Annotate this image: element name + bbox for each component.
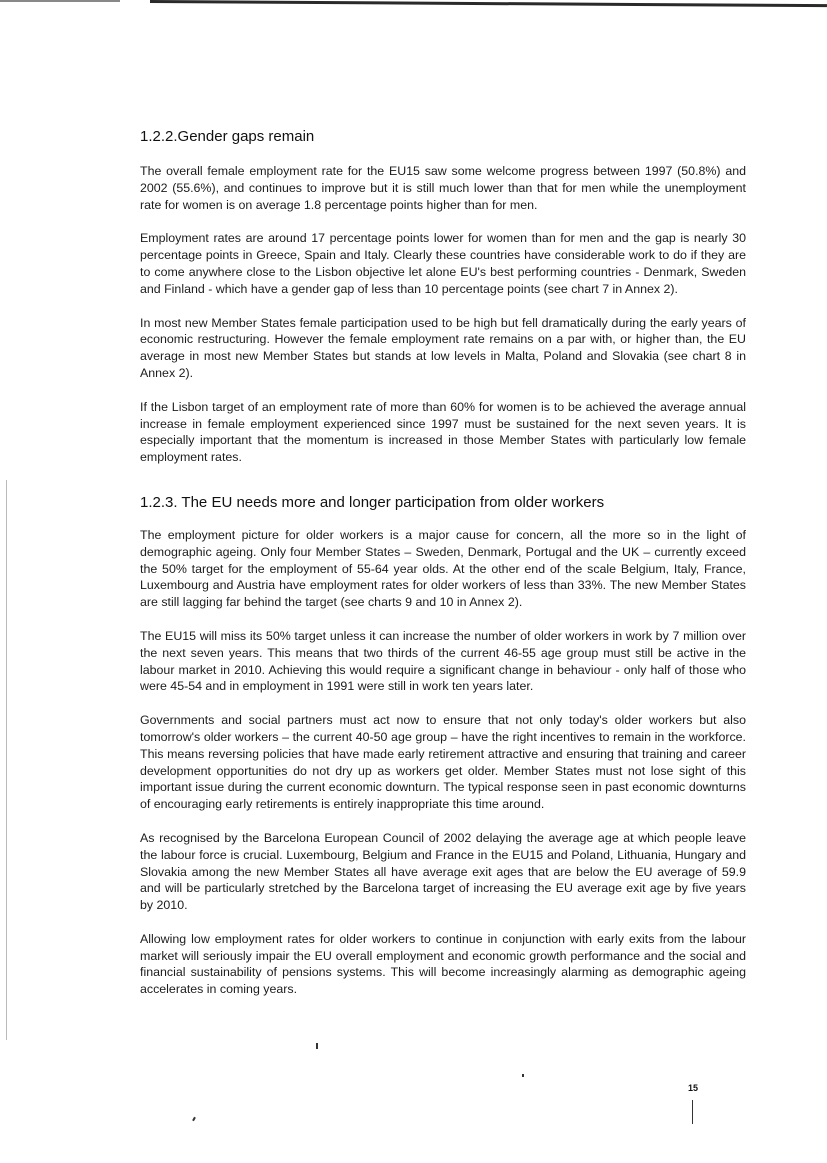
paragraph: In most new Member States female participation used to be high but fell dramatically during the early years of economic restructuring. However the female employment rate remains on a par with, or higher than, the EU average in most new Member States but stands at low levels in Malta, Poland and Slovakia (see chart 8 in Annex 2).: [140, 315, 746, 380]
page-number: 15: [688, 1083, 699, 1093]
scan-speck: [192, 1117, 196, 1121]
paragraph: As recognised by the Barcelona European Council of 2002 delaying the average age at which people leave the labour force is crucial. Luxembourg, Belgium and France in the EU15 and Poland, Lithuania, Hungary and Slovakia among the new Member States all have average exit ages that are below the EU average of 59.9 and will be particularly stretched by the Barcelona target of increasing the EU average exit age by five years by 2010.: [140, 830, 746, 913]
paragraph: The employment picture for older workers is a major cause for concern, all the more so in the light of demographic ageing. Only four Member States – Sweden, Denmark, Portugal and the UK – currently exceed the 50% target for the employment of 55-64 year olds. At the other end of the scale Belgium, Italy, France, Luxembourg and Austria have employment rates for older workers of less than 33%. The new Member States are still lagging far behind the target (see charts 9 and 10 in Annex 2).: [140, 527, 746, 610]
paragraph: Allowing low employment rates for older workers to continue in conjunction with early exits from the labour market will seriously impair the EU overall employment and economic growth performance and the social and financial sustainability of pensions systems. This will become increasingly alarming as demographic ageing accelerates in coming years.: [140, 931, 746, 997]
section-heading-gender-gaps: 1.2.2.Gender gaps remain: [140, 128, 315, 145]
paragraph: The overall female employment rate for the EU15 saw some welcome progress between 1997 (50.8%) and 2002 (55.6%), and continues to improve but it is still much lower than that for men while the unemployment rate for women is on average 1.8 percentage points higher than for men.: [140, 164, 746, 212]
scan-top-edge-left: [0, 0, 120, 2]
page-tick-mark: [692, 1100, 693, 1124]
paragraph: If the Lisbon target of an employment rate of more than 60% for women is to be achieved the average annual increase in female employment experienced since 1997 must be sustained for the next seven years. It is especially important that the momentum is increased in those Member States with particularly low female employment rates.: [140, 399, 746, 465]
paragraph: Employment rates are around 17 percentage points lower for women than for men and the gap is nearly 30 percentage points in Greece, Spain and Italy. Clearly these countries have considerable work to do if they are to come anywhere close to the Lisbon objective let alone EU's best performing countries - Denmark, Sweden and Finland - which have a gender gap of less than 10 percentage points (see chart 7 in Annex 2).: [140, 231, 746, 296]
scan-speck: [316, 1043, 318, 1049]
document-body: [140, 128, 746, 1015]
paragraph: Governments and social partners must act now to ensure that not only today's older workers but also tomorrow's older workers – the current 40-50 age group – have the right incentives to remain in the workforce. This means reversing policies that have made early retirement attractive and ensuring that training and career development opportunities do not dry up as workers get older. Member States must not lose sight of this important issue during the current economic downturn. The typical response seen in past economic downturns of encouraging early retirements is entirely inappropriate this time around.: [140, 713, 746, 812]
scan-speck: [522, 1074, 524, 1077]
scan-left-margin-line: [6, 480, 7, 1040]
scan-top-edge-rule: [150, 0, 827, 7]
paragraph: The EU15 will miss its 50% target unless it can increase the number of older workers in work by 7 million over the next seven years. This means that two thirds of the current 46-55 age group must still be active in the labour market in 2010. Achieving this would require a significant change in behaviour - only half of those who were 45-54 and in employment in 1991 were still in work ten years later.: [140, 628, 746, 694]
section-heading-older-workers: 1.2.3. The EU needs more and longer participation from older workers: [140, 493, 605, 511]
